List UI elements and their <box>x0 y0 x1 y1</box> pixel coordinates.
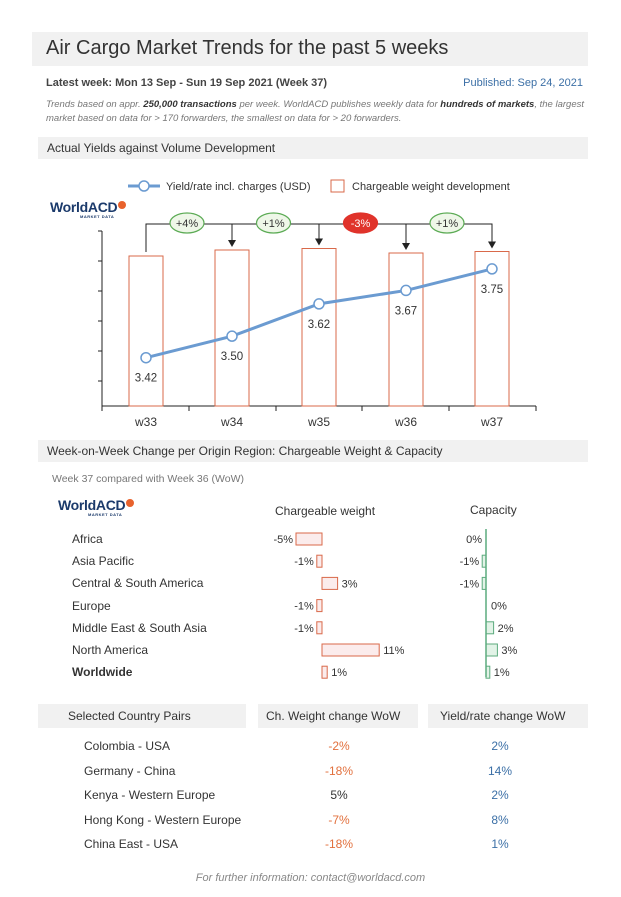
pair-weight-change: 5% <box>330 788 348 803</box>
pairs-head-weight <box>258 704 418 728</box>
volume-bar-w36 <box>389 253 423 406</box>
published-date: Published: Sep 24, 2021 <box>463 77 583 89</box>
capacity-bar-north-america <box>486 644 497 656</box>
yield-label-w34: 3.50 <box>220 351 244 364</box>
cw-label: -5% <box>273 534 293 546</box>
region-change-chart <box>0 525 621 690</box>
pair-weight-change: -18% <box>324 763 353 778</box>
yield-point-w34 <box>227 331 237 341</box>
section-yields-title: Actual Yields against Volume Development <box>47 141 276 155</box>
cw-bar-north-america <box>322 644 379 656</box>
yield-point-w36 <box>401 285 411 295</box>
capacity-label: 1% <box>493 667 510 680</box>
pair-yield-change: 1% <box>491 837 509 852</box>
legend-line-marker <box>139 181 149 191</box>
section-yields-bar <box>38 137 588 159</box>
cw-bar-middle-east-south-asia <box>317 622 322 634</box>
pairs-head-country <box>38 704 246 728</box>
x-tick-label-w36: w36 <box>394 415 418 429</box>
change-label-3: -3% <box>350 218 371 230</box>
pair-name: China East - USA <box>84 837 179 852</box>
footer-contact: For further information: contact@worldacd.com <box>195 872 426 884</box>
column-head-chargeable-weight: Chargeable weight <box>275 504 376 518</box>
yield-label-w37: 3.75 <box>480 283 504 296</box>
cw-label: -1% <box>294 622 314 635</box>
region-label: Asia Pacific <box>72 554 135 569</box>
pairs-head-yield <box>428 704 588 728</box>
yield-label-w33: 3.42 <box>134 372 158 385</box>
pair-name: Colombia - USA <box>84 739 171 753</box>
x-tick-label-w37: w37 <box>480 415 504 429</box>
capacity-label: 2% <box>497 622 514 635</box>
region-label: Middle East & South Asia <box>72 620 207 635</box>
change-arrowhead-4 <box>488 242 496 249</box>
yield-label-w35: 3.62 <box>307 318 331 331</box>
cw-bar-asia-pacific <box>317 555 322 567</box>
region-label: Worldwide <box>72 665 133 680</box>
yield-point-w33 <box>141 353 151 363</box>
cw-bar-central-south-america <box>322 577 338 589</box>
change-label-1: +4% <box>175 218 199 230</box>
region-label: Central & South America <box>72 576 204 591</box>
cw-label: 1% <box>331 667 348 680</box>
pairs-head-weight-label: Ch. Weight change WoW <box>266 709 401 723</box>
region-label: North America <box>72 643 149 657</box>
cw-bar-worldwide <box>322 666 327 678</box>
capacity-bar-middle-east-south-asia <box>486 622 494 634</box>
methodology-note: Trends based on appr. 250,000 transactions per week. WorldACD publishes weekly data for hundreds of markets, the largest market based on data for > 170 forwarders, the smallest on data for > 20 forwarders. <box>46 99 585 124</box>
pairs-head-yield-label: Yield/rate change WoW <box>440 709 566 723</box>
pair-weight-change: -2% <box>328 739 350 753</box>
page-title: Air Cargo Market Trends for the past 5 weeks <box>46 37 449 59</box>
legend-bar-swatch <box>331 180 344 192</box>
volume-bar-w37 <box>475 252 509 407</box>
volume-bar-w34 <box>215 250 249 406</box>
x-tick-label-w33: w33 <box>134 415 158 429</box>
region-label: Africa <box>72 532 103 546</box>
capacity-label: -1% <box>459 556 480 569</box>
cw-label: 3% <box>341 578 358 591</box>
latest-week: Latest week: Mon 13 Sep - Sun 19 Sep 2021 (Week 37) <box>46 77 328 89</box>
column-head-capacity: Capacity <box>470 503 517 517</box>
change-annotation-2 <box>232 213 323 246</box>
pair-yield-change: 2% <box>491 739 509 753</box>
legend-bar-label: Chargeable weight development <box>352 181 510 193</box>
worldacd-logo-2: WorldACD MARKET DATA <box>58 497 138 519</box>
change-label-2: +1% <box>262 218 285 230</box>
capacity-label: 3% <box>501 645 518 657</box>
worldacd-logo: WorldACD MARKET DATA <box>50 199 130 221</box>
title-bar <box>32 32 588 66</box>
pair-name: Hong Kong - Western Europe <box>84 812 242 827</box>
x-tick-label-w35: w35 <box>307 415 331 429</box>
x-tick-label-w34: w34 <box>220 415 244 429</box>
cw-bar-europe <box>317 600 322 612</box>
cw-label: 11% <box>383 645 405 657</box>
cw-bar-africa <box>296 533 322 545</box>
section-region-title: Week-on-Week Change per Origin Region: Chargeable Weight & Capacity <box>47 444 443 458</box>
yield-point-w37 <box>487 264 497 274</box>
pair-name: Kenya - Western Europe <box>84 788 216 803</box>
pair-yield-change: 2% <box>491 788 509 803</box>
pair-name: Germany - China <box>84 763 176 778</box>
capacity-label: 0% <box>491 600 507 613</box>
change-annotation-1 <box>146 213 236 252</box>
pair-yield-change: 14% <box>487 763 513 778</box>
change-annotation-4 <box>406 213 496 249</box>
cw-label: -1% <box>294 600 314 613</box>
pair-weight-change: -18% <box>324 837 353 852</box>
cw-label: -1% <box>294 556 314 569</box>
pairs-head-country-label: Selected Country Pairs <box>68 709 191 723</box>
region-label: Europe <box>72 598 111 613</box>
yield-label-w36: 3.67 <box>394 305 418 318</box>
change-annotation-3 <box>319 213 410 250</box>
yield-point-w35 <box>314 299 324 309</box>
capacity-label: -1% <box>459 578 480 591</box>
legend-line-label: Yield/rate incl. charges (USD) <box>166 181 311 193</box>
pair-yield-change: 8% <box>491 812 509 827</box>
capacity-label: 0% <box>466 534 482 546</box>
pair-weight-change: -7% <box>328 812 350 827</box>
wow-subtitle: Week 37 compared with Week 36 (WoW) <box>52 473 244 485</box>
change-label-4: +1% <box>435 218 459 230</box>
section-region-bar <box>38 440 588 462</box>
